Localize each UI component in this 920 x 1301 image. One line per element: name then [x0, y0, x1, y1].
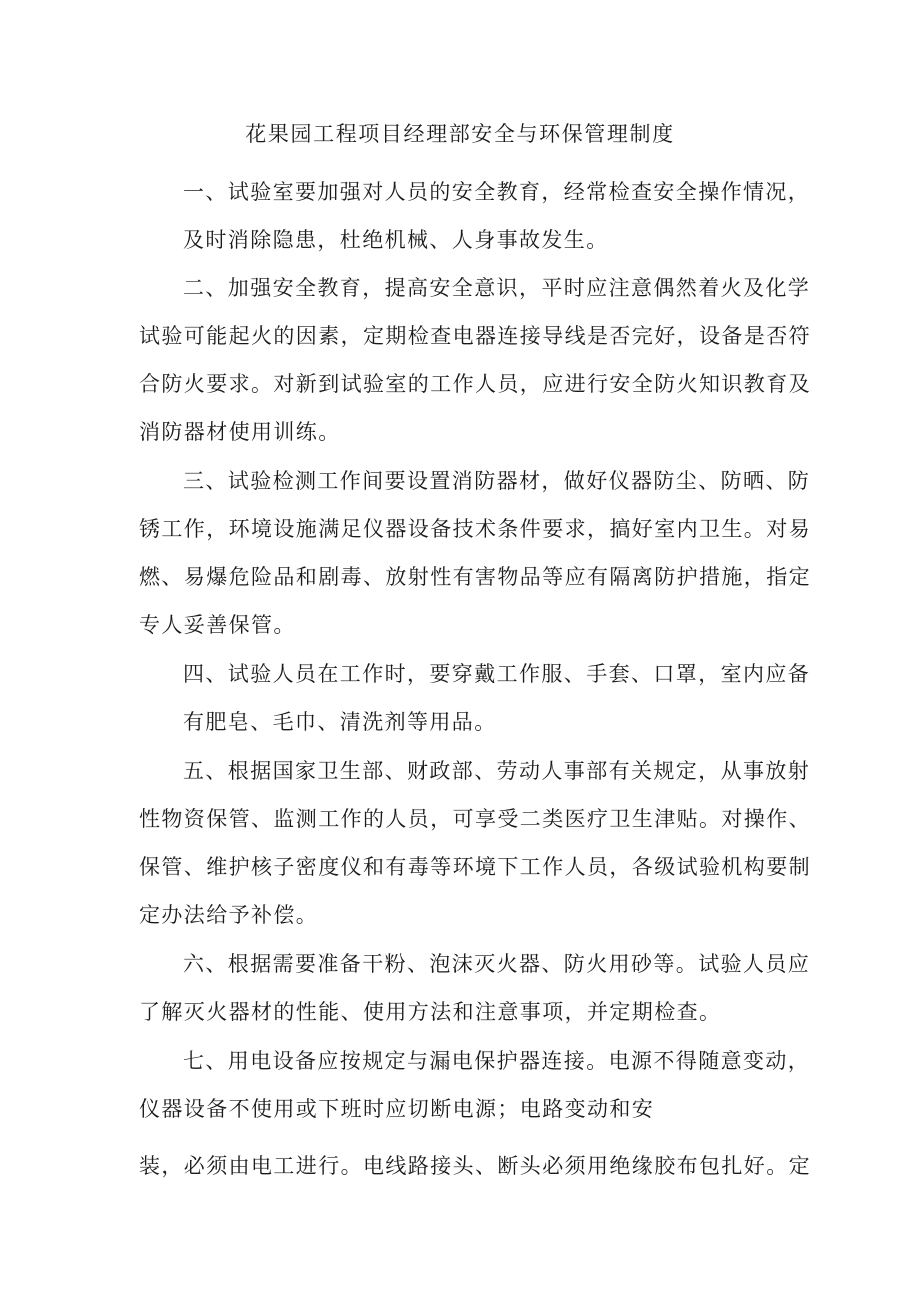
text-line-12: 有肥皂、毛巾、清洗剂等用品。 — [183, 710, 497, 734]
text-line-3: 二、加强安全教育，提高安全意识，平时应注意偶然着火及化学 — [183, 276, 811, 300]
text-line-13: 五、根据国家卫生部、财政部、劳动人事部有关规定，从事放射 — [183, 759, 811, 783]
text-line-11: 四、试验人员在工作时，要穿戴工作服、手套、口罩，室内应备 — [183, 662, 811, 686]
text-line-10: 专人妥善保管。 — [139, 613, 296, 637]
text-line-15: 保管、维护核子密度仪和有毒等环境下工作人员，各级试验机构要制 — [139, 855, 811, 879]
text-line-21: 装，必须由电工进行。电线路接头、断头必须用绝缘胶布包扎好。定 — [139, 1154, 811, 1178]
text-line-6: 消防器材使用训练。 — [139, 420, 341, 444]
text-line-2: 及时消除隐患，杜绝机械、人身事故发生。 — [183, 228, 609, 252]
text-line-20: 仪器设备不使用或下班时应切断电源；电路变动和安 — [139, 1097, 655, 1121]
text-line-4: 试验可能起火的因素，定期检查电器连接导线是否完好，设备是否符 — [139, 324, 811, 348]
text-line-9: 燃、易爆危险品和剧毒、放射性有害物品等应有隔离防护措施，指定 — [139, 565, 811, 589]
text-line-1: 一、试验室要加强对人员的安全教育，经常检查安全操作情况， — [183, 180, 811, 204]
text-line-8: 锈工作，环境设施满足仪器设备技术条件要求，搞好室内卫生。对易 — [139, 517, 811, 541]
document-title: 花果园工程项目经理部安全与环保管理制度 — [245, 122, 675, 146]
text-line-19: 七、用电设备应按规定与漏电保护器连接。电源不得随意变动， — [183, 1049, 811, 1073]
text-line-16: 定办法给予补偿。 — [139, 903, 319, 927]
text-line-7: 三、试验检测工作间要设置消防器材，做好仪器防尘、防晒、防 — [183, 469, 811, 493]
text-line-17: 六、根据需要准备干粉、泡沫灭火器、防火用砂等。试验人员应 — [183, 952, 811, 976]
text-line-5: 合防火要求。对新到试验室的工作人员，应进行安全防火知识教育及 — [139, 372, 811, 396]
text-line-14: 性物资保管、监测工作的人员，可享受二类医疗卫生津贴。对操作、 — [139, 807, 811, 831]
text-line-18: 了解灭火器材的性能、使用方法和注意事项，并定期检查。 — [139, 1000, 722, 1024]
